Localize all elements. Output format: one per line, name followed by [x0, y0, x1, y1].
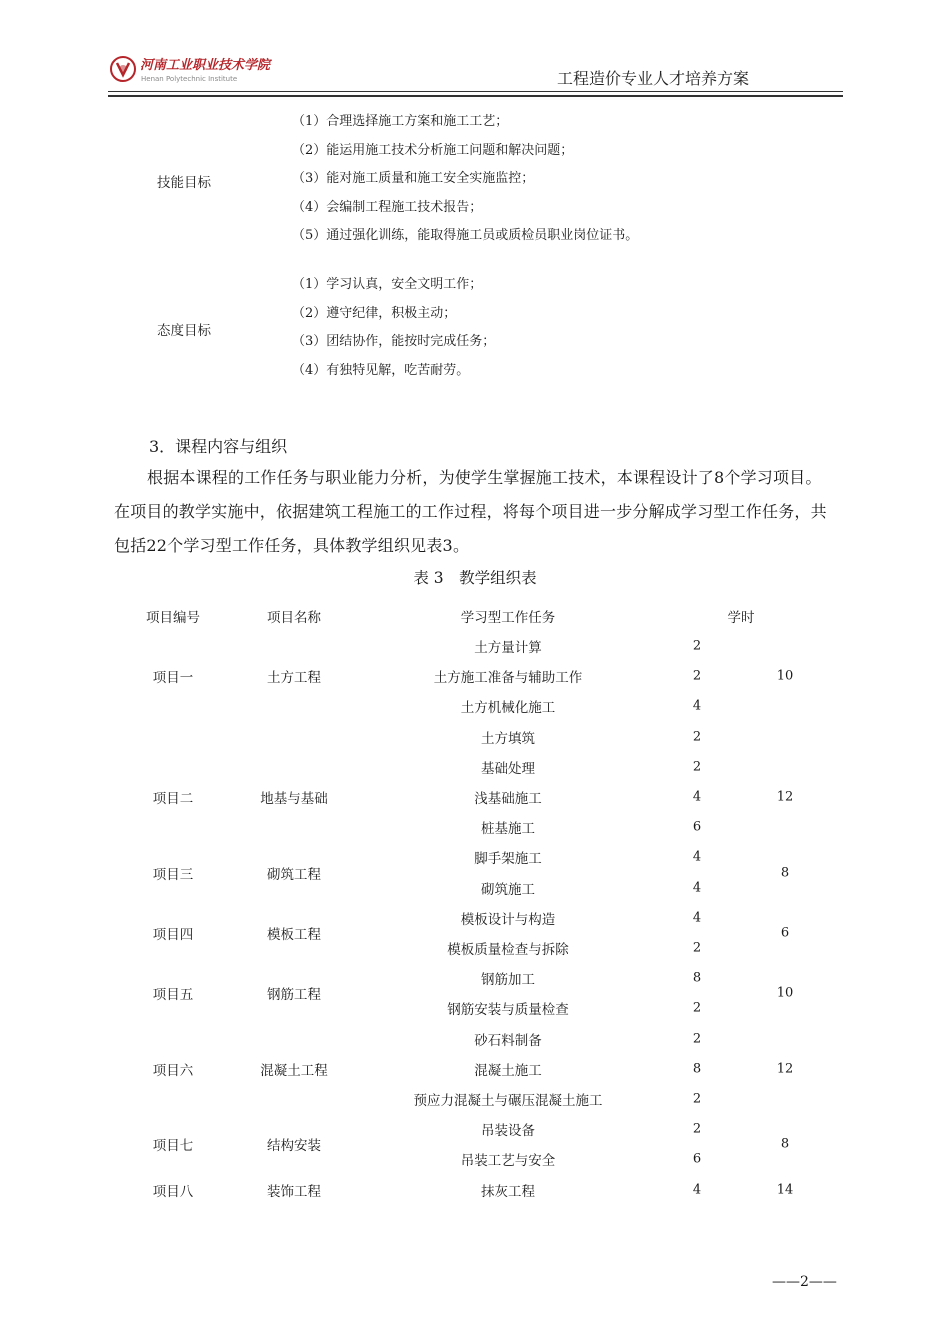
task-name-cell: 土方机械化施工	[460, 700, 556, 717]
task-name-cell: 浅基础施工	[474, 791, 542, 807]
section-paragraph: 根据本课程的工作任务与职业能力分析，为使学生掌握施工技术，本课程设计了8个学习项目。在项目的教学实施中，依据建筑工程施工的工作过程，将每个项目进一步分解成学习型工作任务，共包括22个学习型工作任务，具体教学组织见表3。	[114, 468, 827, 555]
project-name-cell: 土方工程	[267, 670, 321, 687]
page-number: ——2——	[772, 1274, 837, 1290]
task-hours-cell: 2	[692, 1031, 702, 1047]
task-name-cell: 模板设计与构造	[460, 911, 556, 928]
project-number-cell: 项目四	[152, 926, 194, 943]
attitude-goal-item: （3）团结协作，能按时完成任务；	[292, 334, 496, 349]
table-header-cell: 项目名称	[267, 610, 321, 626]
skill-goal-item: （2）能运用施工技术分析施工问题和解决问题；	[292, 142, 574, 158]
section-heading: 3．课程内容与组织	[149, 437, 288, 456]
task-hours-cell: 4	[692, 910, 702, 926]
project-number-cell: 项目二	[152, 791, 194, 807]
project-total-hours-cell: 10	[776, 985, 794, 1001]
project-name-cell: 混凝土工程	[260, 1062, 328, 1079]
project-total-hours-cell: 12	[776, 1061, 794, 1077]
project-total-hours-cell: 8	[780, 1136, 790, 1152]
task-name-cell: 混凝土施工	[474, 1062, 542, 1079]
header-rule-top	[108, 91, 843, 92]
task-hours-cell: 2	[692, 638, 702, 654]
document-header-title: 工程造价专业人才培养方案	[556, 69, 749, 88]
task-name-cell: 预应力混凝土与碾压混凝土施工	[413, 1093, 603, 1109]
task-name-cell: 砂石料制备	[474, 1032, 542, 1049]
project-total-hours-cell: 8	[780, 865, 790, 880]
logo-text-cn: 河南工业职业技术学院	[140, 58, 271, 73]
school-logo	[108, 52, 274, 86]
attitude-goal-label: 态度目标	[157, 323, 211, 339]
task-hours-cell: 2	[692, 759, 702, 775]
task-name-cell: 吊装工艺与安全	[460, 1153, 556, 1170]
task-name-cell: 钢筋加工	[481, 972, 535, 989]
task-hours-cell: 2	[692, 1091, 702, 1107]
task-name-cell: 土方填筑	[481, 730, 535, 747]
project-total-hours-cell: 10	[776, 668, 794, 684]
task-name-cell: 吊装设备	[481, 1123, 535, 1140]
skill-goal-item: （3）能对施工质量和施工安全实施监控；	[292, 171, 535, 186]
project-number-cell: 项目七	[152, 1138, 194, 1155]
project-name-cell: 装饰工程	[267, 1183, 321, 1200]
skill-goal-label: 技能目标	[157, 175, 211, 191]
table-header-cell: 学习型工作任务	[460, 610, 556, 626]
task-hours-cell: 8	[692, 970, 702, 986]
task-hours-cell: 4	[692, 789, 702, 805]
task-name-cell: 土方施工准备与辅助工作	[433, 670, 583, 687]
table-header-cell: 学时	[727, 610, 755, 626]
task-hours-cell: 4	[692, 1182, 702, 1198]
project-total-hours-cell: 6	[780, 925, 790, 941]
project-number-cell: 项目五	[152, 987, 194, 1004]
project-number-cell: 项目六	[152, 1062, 194, 1079]
task-name-cell: 钢筋安装与质量检查	[447, 1002, 569, 1019]
table-caption: 表 3 教学组织表	[413, 569, 537, 587]
task-hours-cell: 4	[692, 880, 702, 896]
attitude-goal-item: （4）有独特见解，吃苦耐劳。	[292, 362, 470, 378]
task-hours-cell: 2	[692, 1121, 702, 1137]
project-name-cell: 模板工程	[267, 926, 321, 943]
project-number-cell: 项目八	[152, 1183, 194, 1200]
skill-goal-list	[292, 108, 638, 251]
task-name-cell: 砌筑施工	[481, 881, 535, 898]
project-name-cell: 地基与基础	[260, 791, 328, 807]
task-hours-cell: 2	[692, 1000, 702, 1016]
table-header-cell: 项目编号	[146, 610, 200, 626]
task-name-cell: 模板质量检查与拆除	[447, 942, 569, 958]
task-hours-cell: 4	[692, 849, 702, 865]
attitude-goal-item: （1）学习认真，安全文明工作；	[292, 277, 483, 292]
project-number-cell: 项目一	[152, 670, 194, 687]
attitude-goal-item: （2）遵守纪律，积极主动；	[292, 305, 457, 321]
task-hours-cell: 2	[692, 729, 702, 745]
task-name-cell: 脚手架施工	[474, 851, 542, 868]
task-hours-cell: 4	[692, 698, 702, 714]
task-hours-cell: 8	[692, 1061, 702, 1077]
task-hours-cell: 6	[692, 819, 702, 835]
skill-goal-item: （4）会编制工程施工技术报告；	[292, 199, 483, 215]
attitude-goal-list	[292, 271, 495, 385]
task-name-cell: 土方量计算	[474, 640, 542, 656]
project-name-cell: 结构安装	[267, 1138, 321, 1155]
project-name-cell: 钢筋工程	[267, 987, 321, 1004]
project-name-cell: 砌筑工程	[267, 866, 321, 883]
task-name-cell: 基础处理	[481, 760, 535, 777]
logo-text-en: Henan Polytechnic Institute	[141, 75, 238, 83]
task-name-cell: 抹灰工程	[481, 1183, 535, 1200]
task-hours-cell: 6	[692, 1151, 702, 1167]
project-total-hours-cell: 14	[776, 1182, 794, 1198]
task-name-cell: 桩基施工	[481, 821, 535, 838]
project-number-cell: 项目三	[152, 866, 194, 883]
header-rule-bottom	[108, 95, 843, 97]
skill-goal-item: （5）通过强化训练，能取得施工员或质检员职业岗位证书。	[292, 228, 639, 243]
skill-goal-item: （1）合理选择施工方案和施工工艺；	[292, 114, 509, 129]
project-total-hours-cell: 12	[776, 789, 794, 805]
task-hours-cell: 2	[692, 940, 702, 956]
task-hours-cell: 2	[692, 668, 702, 684]
